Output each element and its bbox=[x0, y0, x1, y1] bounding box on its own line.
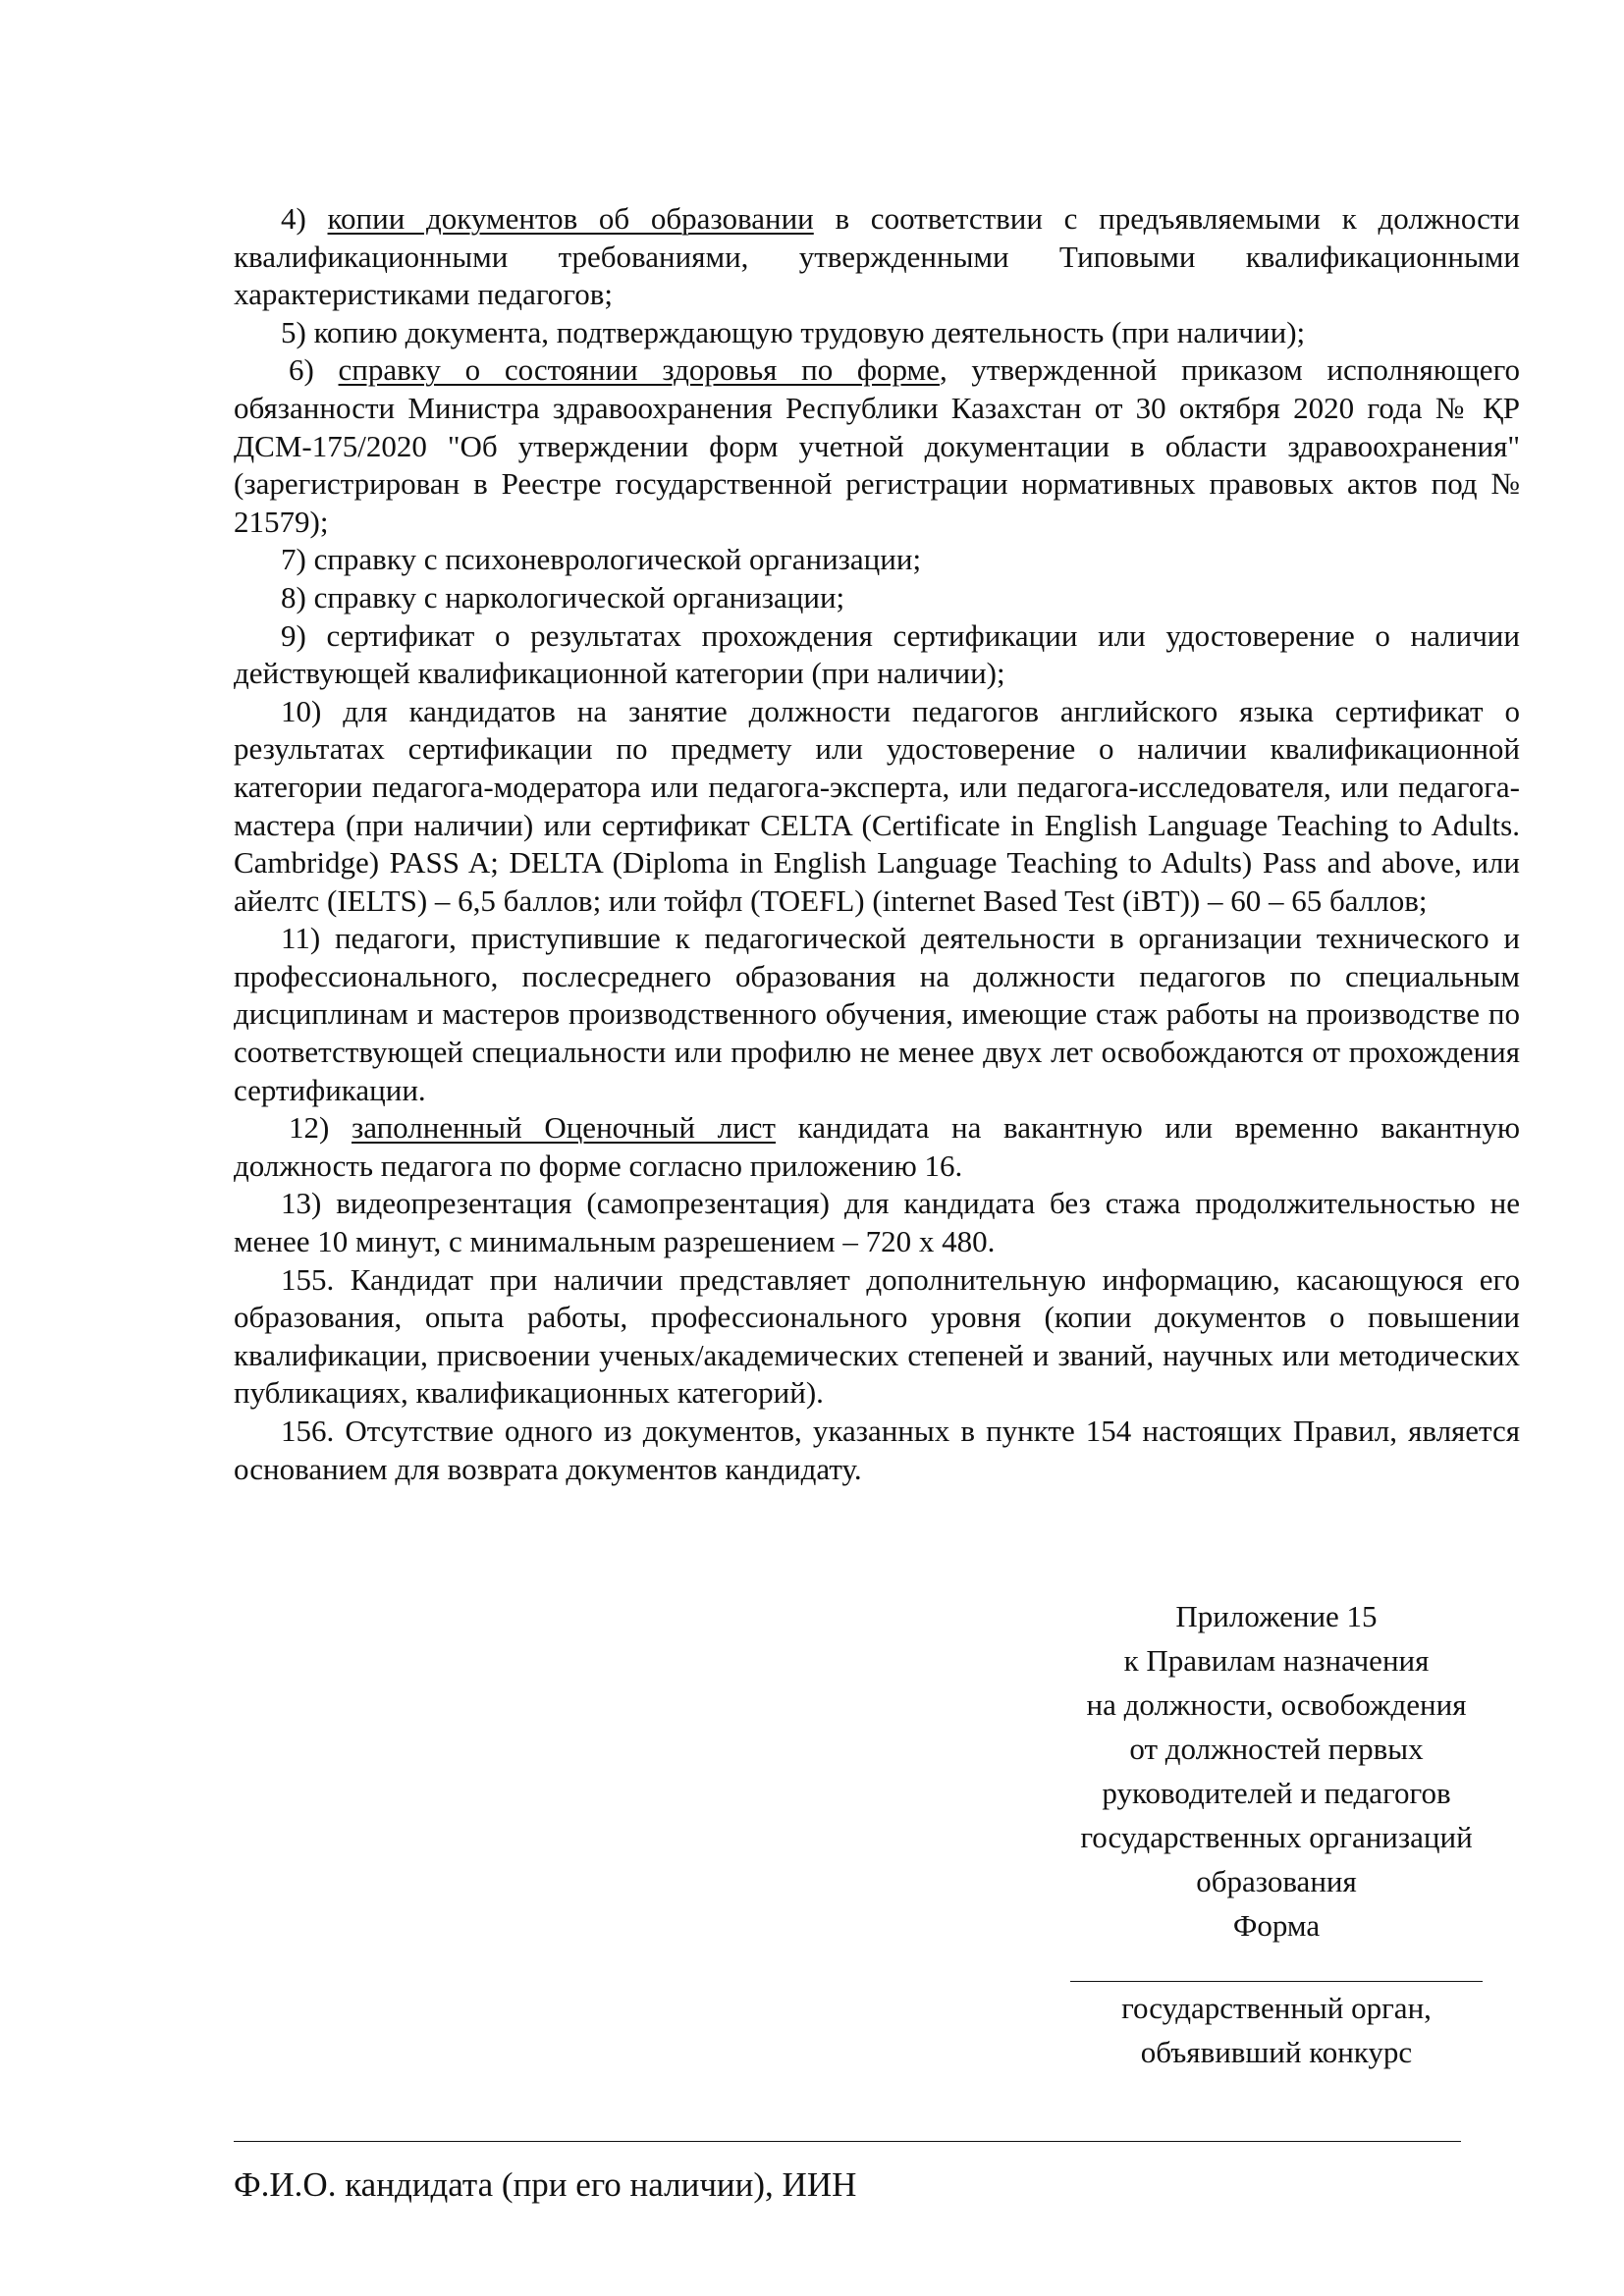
annex-line: на должности, освобождения bbox=[1086, 1687, 1467, 1722]
item-13: 13) видеопрезентация (самопрезентация) для кандидата без стажа продолжительностью не менее 10 минут, с минимальным разрешением – 720 х 480. bbox=[234, 1186, 1520, 1259]
item-8: 8) справку с наркологической организации; bbox=[281, 579, 845, 614]
link-health-certificate-form[interactable]: справку о состоянии здоровья по форме bbox=[338, 352, 940, 388]
item-11: 11) педагоги, приступившие к педагогической деятельности в организации технического и профессионального, послесреднего образования на должности педагогов по специальным дисциплинам и мастеров производственного обучения, имеющие стаж работы на производстве по соответствующей специальности или профилю не менее двух лет освобождаются от прохождения сертификации. bbox=[234, 921, 1520, 1107]
annex-line: государственных организаций bbox=[1080, 1820, 1473, 1854]
annex-line: образования bbox=[1196, 1864, 1357, 1898]
annex-line: руководителей и педагогов bbox=[1102, 1776, 1451, 1810]
item-155: 155. Кандидат при наличии представляет дополнительную информацию, касающуюся его образования, опыта работы, профессионального уровня (копии документов о повышении квалификации, присвоении ученых/академических степеней и званий, научных или методических публикациях, квалификационных категорий). bbox=[234, 1261, 1520, 1411]
state-body-blank-line bbox=[1070, 1967, 1483, 1982]
item-10: 10) для кандидатов на занятие должности педагогов английского языка сертификат о результатах сертификации по предмету или удостоверение о наличии квалификационной категории педагога-модератора или педагога-эксперта, или педагога-исследователя, или педагога-мастера (при наличии) или сертификат CELTA (Certificate in English Language Teaching to Adults. Cambridge) PASS A; DELTA (Diploma in English Language Teaching to Adults) Pass and above, или айелтс (IELTS) – 6,5 баллов; или тойфл (TOEFL) (internet Based Test (iBT)) – 60 – 65 баллов; bbox=[234, 693, 1520, 918]
state-body-caption: государственный орган, bbox=[1121, 1991, 1432, 2025]
annex-header bbox=[1021, 1594, 1532, 2074]
annex-line: к Правилам назначения bbox=[1123, 1643, 1430, 1678]
candidate-name-label: Ф.И.О. кандидата (при его наличии), ИИН bbox=[234, 2165, 857, 2204]
item-156: 156. Отсутствие одного из документов, указанных в пункте 154 настоящих Правил, является основанием для возврата документов кандидату. bbox=[234, 1414, 1520, 1486]
link-evaluation-sheet[interactable]: заполненный Оценочный лист bbox=[351, 1110, 776, 1146]
item-4: 4) копии документов об образовании в соответствии с предъявляемыми к должности квалификационными требованиями, утвержденными Типовыми квалификационными характеристиками педагогов; bbox=[234, 201, 1520, 312]
item-12: 12) заполненный Оценочный лист кандидата на вакантную или временно вакантную должность педагога по форме согласно приложению 16. bbox=[234, 1110, 1521, 1183]
state-body-caption: объявивший конкурс bbox=[1140, 2035, 1413, 2069]
form-label: Форма bbox=[1232, 1908, 1321, 1943]
item-5: 5) копию документа, подтверждающую трудовую деятельность (при наличии); bbox=[281, 314, 1306, 349]
item-7: 7) справку с психоневрологической организации; bbox=[281, 542, 922, 577]
document-body bbox=[234, 200, 1520, 1488]
annex-title: Приложение 15 bbox=[1175, 1599, 1378, 1633]
annex-line: от должностей первых bbox=[1129, 1732, 1424, 1766]
item-9: 9) сертификат о результатах прохождения сертификации или удостоверение о наличии действующей квалификационной категории (при наличии); bbox=[234, 617, 1520, 691]
item-6: 6) справку о состоянии здоровья по форме, утвержденной приказом исполняющего обязанности Министра здравоохранения Республики Казахстан от 30 октября 2020 года № ҚР ДСМ-175/2020 "Об утверждении форм учетной документации в области здравоохранения" (зарегистрирован в Реестре государственной регистрации нормативных правовых актов под № 21579); bbox=[234, 352, 1521, 539]
link-education-documents[interactable]: копии документов об образовании bbox=[327, 201, 814, 236]
candidate-name-blank-line bbox=[234, 2141, 1461, 2142]
